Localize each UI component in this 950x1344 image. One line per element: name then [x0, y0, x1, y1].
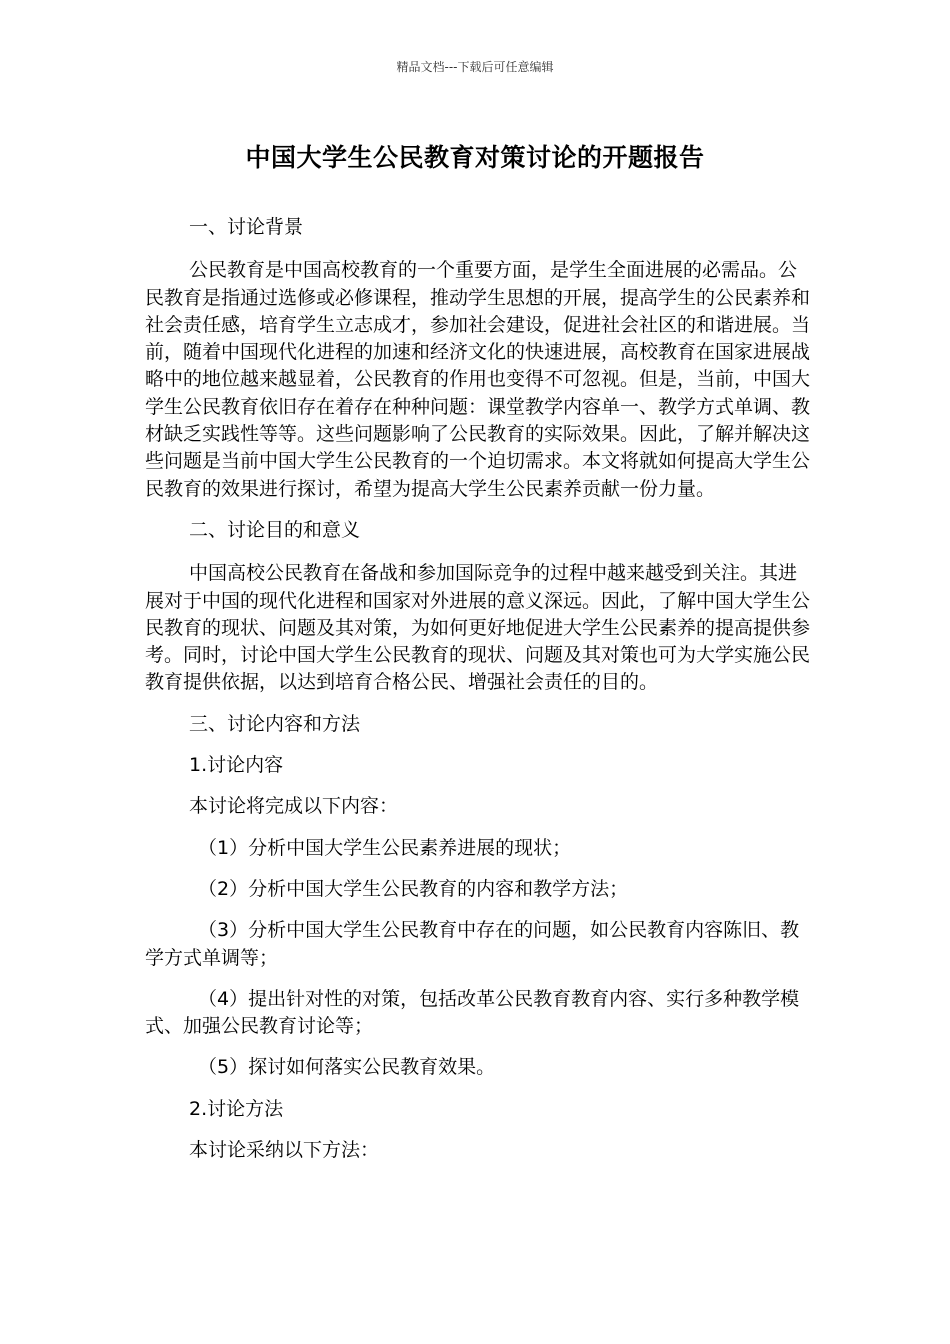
- subheading-method: 2.讨论方法: [189, 1097, 284, 1120]
- section-heading-purpose: 二、讨论目的和意义: [189, 518, 361, 541]
- subheading-content: 1.讨论内容: [189, 754, 284, 777]
- list-item: （3）分析中国大学生公民教育中存在的问题，如公民教育内容陈旧、教学方式单调等；: [145, 919, 800, 969]
- section-heading-content-method: 三、讨论内容和方法: [189, 712, 361, 735]
- paragraph-purpose: 中国高校公民教育在备战和参加国际竞争的过程中越来越受到关注。其进展对于中国的现代化进程和国家对外进展的意义深远。因此，了解中国大学生公民教育的现状、问题及其对策，为如何更好地促进大学生公民素养的提高提供参考。同时，讨论中国大学生公民教育的现状、问题及其对策也可为大学实施公民教育提供依据，以达到培育合格公民、增强社会责任的目的。: [145, 562, 811, 694]
- content-intro: 本讨论将完成以下内容：: [189, 795, 399, 818]
- method-intro: 本讨论采纳以下方法：: [189, 1139, 380, 1162]
- list-item: （5）探讨如何落实公民教育效果。: [198, 1056, 496, 1079]
- header-note: 精品文档---下载后可任意编辑: [396, 60, 554, 74]
- document-body: [145, 214, 815, 1164]
- document-title: 中国大学生公民教育对策讨论的开题报告: [245, 143, 705, 172]
- list-item: （4）提出针对性的对策，包括改革公民教育教育内容、实行多种教学模式、加强公民教育讨论等；: [145, 987, 800, 1038]
- list-item: （1）分析中国大学生公民素养进展的现状；: [198, 836, 572, 859]
- section-heading-background: 一、讨论背景: [189, 216, 304, 238]
- paragraph-background: 公民教育是中国高校教育的一个重要方面，是学生全面进展的必需品。公民教育是指通过选修或必修课程，推动学生思想的开展，提高学生的公民素养和社会责任感，培育学生立志成才，参加社会建设，促进社会社区的和谐进展。当前，随着中国现代化进程的加速和经济文化的快速进展，高校教育在国家进展战略中的地位越来越显着，公民教育的作用也变得不可忽视。但是，当前，中国大学生公民教育依旧存在着存在种种问题：课堂教学内容单一、教学方式单调、教材缺乏实践性等等。这些问题影响了公民教育的实际效果。因此，了解并解决这些问题是当前中国大学生公民教育的一个迫切需求。本文将就如何提高大学生公民教育的效果进行探讨，希望为提高大学生公民素养贡献一份力量。: [145, 259, 811, 500]
- list-item: （2）分析中国大学生公民教育的内容和教学方法；: [198, 877, 629, 900]
